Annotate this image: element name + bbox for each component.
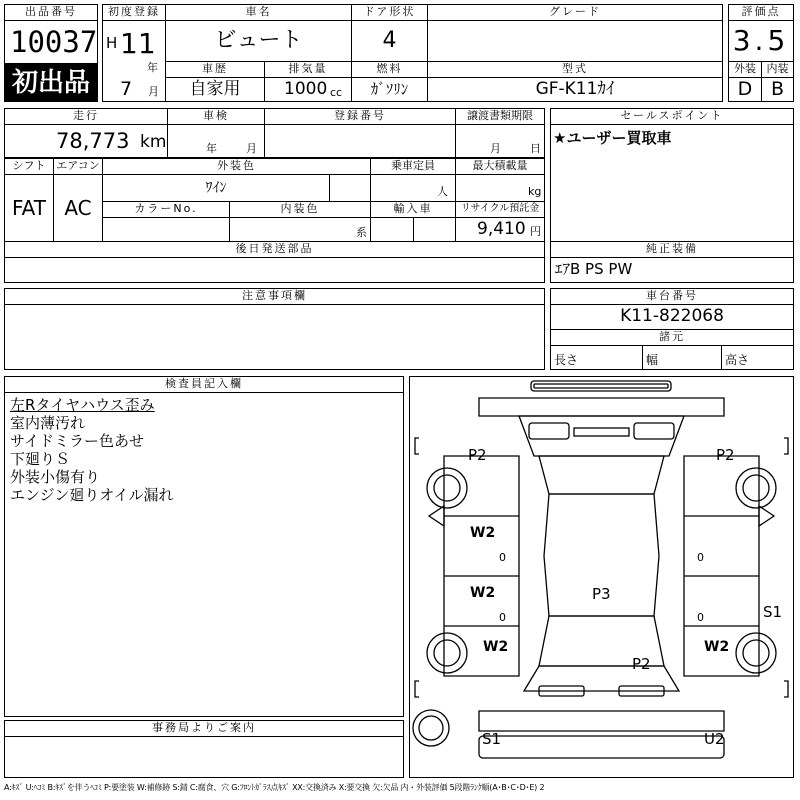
doors-value: 4 [382,28,397,53]
inspector-notes [10,396,174,504]
int-color-cell [229,217,371,242]
month-unit: 月 [148,85,159,98]
damage-mark: W2 [704,639,730,655]
capacity-label: 乗車定員 [370,158,456,175]
reg-number-cell [264,124,456,158]
color-no-label: カラーNo. [102,201,230,218]
damage-mark: S1 [763,603,783,621]
mileage-label: 走行 [4,108,168,125]
recycle-label: リサイクル預託金 [455,201,545,218]
inspection-year-unit: 年 [206,142,217,155]
car-name: ビュート [214,28,303,53]
chassis-label: 車台番号 [550,288,794,305]
note-line: エンジン廻りオイル漏れ [10,486,174,504]
exterior-grade-value: D [737,78,753,100]
fuel-label: 燃料 [351,61,428,78]
first-listing-badge: 初出品 [4,64,98,102]
car-diagram [409,376,794,778]
import-cell-b [413,217,456,242]
chassis-number: K11-822068 [620,306,724,326]
damage-mark: P3 [592,585,611,603]
damage-mark: W2 [470,585,496,601]
damage-mark: W2 [470,525,496,541]
import-cell-a [370,217,414,242]
ac-label: エアコン [53,158,103,175]
damage-mark: P2 [632,655,651,673]
office-label: 事務局よりご案内 [4,720,404,737]
color-no-cell [102,217,230,242]
legend-text: A:ｷｽﾞ U:ﾍｺﾐ B:ｷｽﾞを伴うﾍｺﾐ P:要塗装 W:補修跡 S:錆 C:腐食、穴 G:ﾌﾛﾝﾄｶﾞﾗｽ点ｷｽﾞ XX:交換済み X:要交換 欠:欠品 内・外装評価 5段階ﾗﾝｸ順(A･B･C･D･E) 2 [4,783,545,792]
damage-mark: P2 [468,446,487,464]
ext-color-label: 外装色 [102,158,371,175]
year-unit: 年 [147,61,158,74]
history-value: 自家用 [189,79,241,99]
cautions-cell [4,304,545,370]
ac-value: AC [64,196,92,220]
int-color-label: 内装色 [229,201,371,218]
displacement-label: 排気量 [264,61,352,78]
reg-number-label: 登録番号 [264,108,456,125]
first-reg-month: 7 [120,78,133,100]
office-cell [4,736,404,778]
shift-label: シフト [4,158,54,175]
fuel-value: ｶﾞｿﾘﾝ [370,80,409,98]
inspection-label: 車検 [167,108,265,125]
interior-grade-value: B [770,78,785,100]
dims-label: 諸元 [550,329,794,346]
sales-point-label: セールスポイント [550,108,794,125]
damage-mark: U2 [704,730,725,748]
history-label: 車歴 [165,61,265,78]
sales-point-text: ★ユーザー買取車 [553,129,672,147]
model-label: 型式 [427,61,723,78]
recycle-value: 9,410 [477,219,526,239]
zero-mark: 0 [697,551,704,564]
model-value: GF-K11ｶｲ [535,79,615,99]
shift-value: FAT [11,196,46,220]
zero-mark: 0 [499,551,506,564]
damage-mark: P2 [716,446,735,464]
int-color-unit: 系 [356,226,367,239]
lot-number-label: 出品番号 [4,4,98,21]
capacity-unit: 人 [437,185,448,198]
cautions-label: 注意事項欄 [4,288,545,305]
equipment-text: ｴｱB PS PW [555,260,633,278]
exterior-grade-label: 外装 [728,61,762,78]
width-label: 幅 [646,353,659,367]
grade-cell [427,20,723,62]
length-label: 長さ [554,353,579,367]
height-label: 高さ [725,353,750,367]
later-parts-label: 後日発送部品 [4,241,545,258]
lot-number: 10037 [10,25,98,59]
note-line: 下廻りＳ [10,450,71,468]
era-label: H [106,34,118,52]
door-label: ドア形状 [351,4,428,21]
mileage-unit: km [140,132,167,152]
equipment-label: 純正装備 [550,241,794,258]
zero-mark: 0 [697,611,704,624]
grade-label: グレード [427,4,723,21]
first-reg-year: 11 [120,27,156,60]
recycle-unit: 円 [530,225,541,238]
note-line: 外装小傷有り [10,468,101,486]
ext-color-value: ﾜｲﾝ [205,180,227,196]
transfer-deadline-label: 譲渡書類期限 [455,108,545,125]
note-line: サイドミラー色あせ [10,432,144,450]
inspection-month-unit: 月 [246,142,257,155]
transfer-month-unit: 月 [490,142,501,155]
car-name-label: 車名 [165,4,352,21]
first-reg-label: 初度登録 [102,4,166,21]
interior-grade-label: 内装 [761,61,794,78]
score-label: 評価点 [728,4,794,21]
ext-color-sub-cell [329,174,371,202]
damage-mark: S1 [482,730,502,748]
max-load-label: 最大積載量 [455,158,545,175]
score-value: 3.5 [732,24,790,57]
displacement-value: 1000 [284,79,328,99]
inspector-label: 検査員記入欄 [4,376,404,393]
note-line: 室内薄汚れ [10,414,86,432]
zero-mark: 0 [499,611,506,624]
transfer-day-unit: 日 [530,142,541,155]
import-label: 輸入車 [370,201,456,218]
later-parts-cell [4,257,545,283]
damage-mark: W2 [483,639,509,655]
note-line: 左Rタイヤハウス歪み [10,396,155,414]
max-load-unit: kg [528,185,542,198]
mileage-value: 78,773 [56,129,130,153]
displacement-unit: cc [330,86,343,99]
